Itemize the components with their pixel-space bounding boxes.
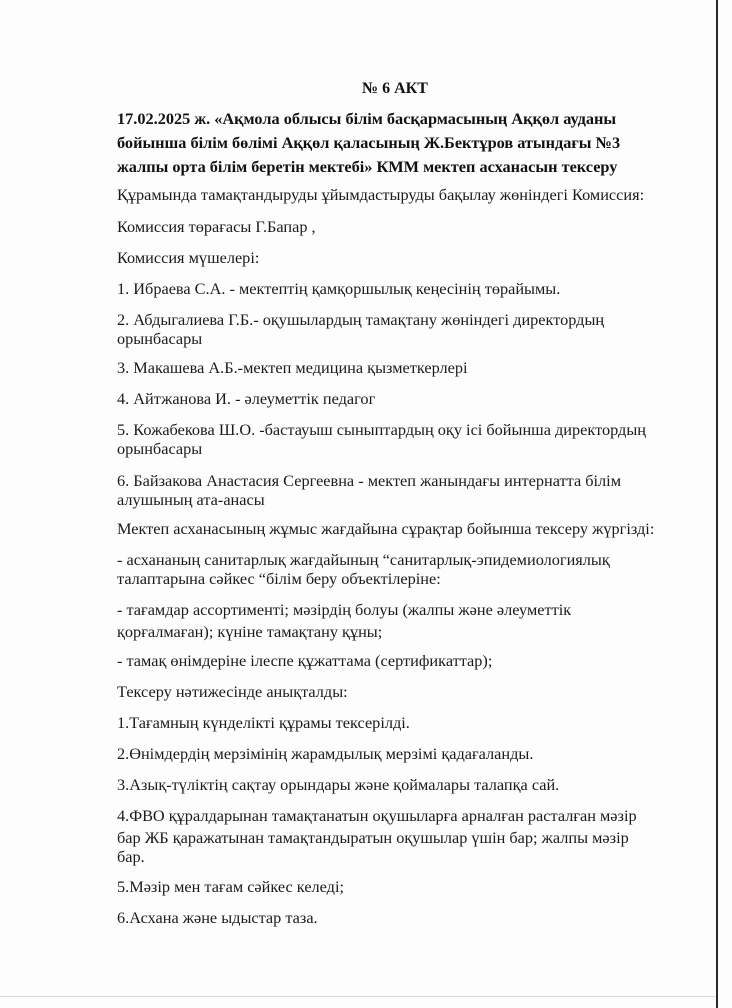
page-edge-line: [716, 0, 718, 1008]
result-4-line-3: бар.: [117, 847, 145, 866]
inspection-intro: Мектеп асханасының жұмыс жағдайына сұрақтар бойынша тексеру жүргізді:: [117, 519, 655, 538]
member-2-line-2: орынбасары: [117, 329, 203, 348]
member-2-line-1: 2. Абдыгалиева Г.Б.- оқушылардың тамақтану жөніндегі директордың: [117, 310, 605, 329]
result-4-line-2: бар ЖБ қаражатынан тамақтандыратын оқушылар үшін бар; жалпы мәзір: [117, 828, 629, 847]
member-3: 3. Макашева А.Б.-мектеп медицина қызметкерлері: [117, 358, 468, 377]
member-4: 4. Айтжанова И. - әлеуметтік педагог: [117, 389, 376, 408]
page-bottom-line: [0, 996, 716, 997]
members-label: Комиссия мүшелері:: [117, 248, 260, 267]
member-6-line-2: алушының ата-анасы: [117, 490, 265, 509]
result-2: 2.Өнімдердің мерзімінің жарамдылық мерзімі қадағаланды.: [117, 744, 534, 763]
inspection-item-1-line-1: - асхананың санитарлық жағдайының “санитарлық-эпидемиологиялық: [117, 550, 610, 569]
heading-line-1: 17.02.2025 ж. «Ақмола облысы білім басқармасының Аққөл ауданы: [117, 109, 617, 128]
inspection-item-2-line-1: - тағамдар ассортименті; мәзірдің болуы (жалпы және әлеуметтік: [117, 600, 572, 619]
heading-line-3: жалпы орта білім беретін мектебі» КММ мектеп асханасын тексеру: [117, 157, 618, 176]
inspection-item-1-line-2: талаптарына сәйкес “білім беру объектілеріне:: [117, 569, 441, 588]
results-label: Тексеру нәтижесінде анықталды:: [117, 682, 348, 701]
result-6: 6.Асхана және ыдыстар таза.: [117, 908, 318, 927]
result-3: 3.Азық-түліктің сақтау орындары және қоймалары талапқа сай.: [117, 775, 560, 794]
result-5: 5.Мәзір мен тағам сәйкес келеді;: [117, 877, 345, 896]
member-6-line-1: 6. Байзакова Анастасия Сергеевна - мектеп жанындағы интернатта білім: [117, 471, 622, 490]
member-1: 1. Ибраева С.А. - мектептің қамқоршылық кеңесінің төрайымы.: [117, 279, 561, 298]
inspection-item-3: - тамақ өнімдеріне ілеспе құжаттама (сертификаттар);: [117, 651, 493, 670]
commission-chair: Комиссия төрағасы Г.Бапар ,: [117, 217, 316, 236]
member-5-line-1: 5. Кожабекова Ш.О. -бастауыш сыныптардың оқу ісі бойынша директордың: [117, 420, 646, 439]
member-5-line-2: орынбасары: [117, 439, 203, 458]
commission-intro: Құрамында тамақтандыруды ұйымдастыруды бақылау жөніндегі Комиссия:: [117, 185, 645, 204]
heading-line-2: бойынша білім бөлімі Аққөл қаласының Ж.Бектұров атындағы №3: [117, 133, 621, 152]
document-title: № 6 АКТ: [362, 80, 428, 97]
result-1: 1.Тағамның күнделікті құрамы тексерілді.: [117, 713, 410, 732]
result-4-line-1: 4.ФВО құралдарынан тамақтанатын оқушыларға арналған расталған мәзір: [117, 806, 637, 825]
inspection-item-2-line-2: қорғалмаған); күніне тамақтану құны;: [117, 622, 383, 641]
